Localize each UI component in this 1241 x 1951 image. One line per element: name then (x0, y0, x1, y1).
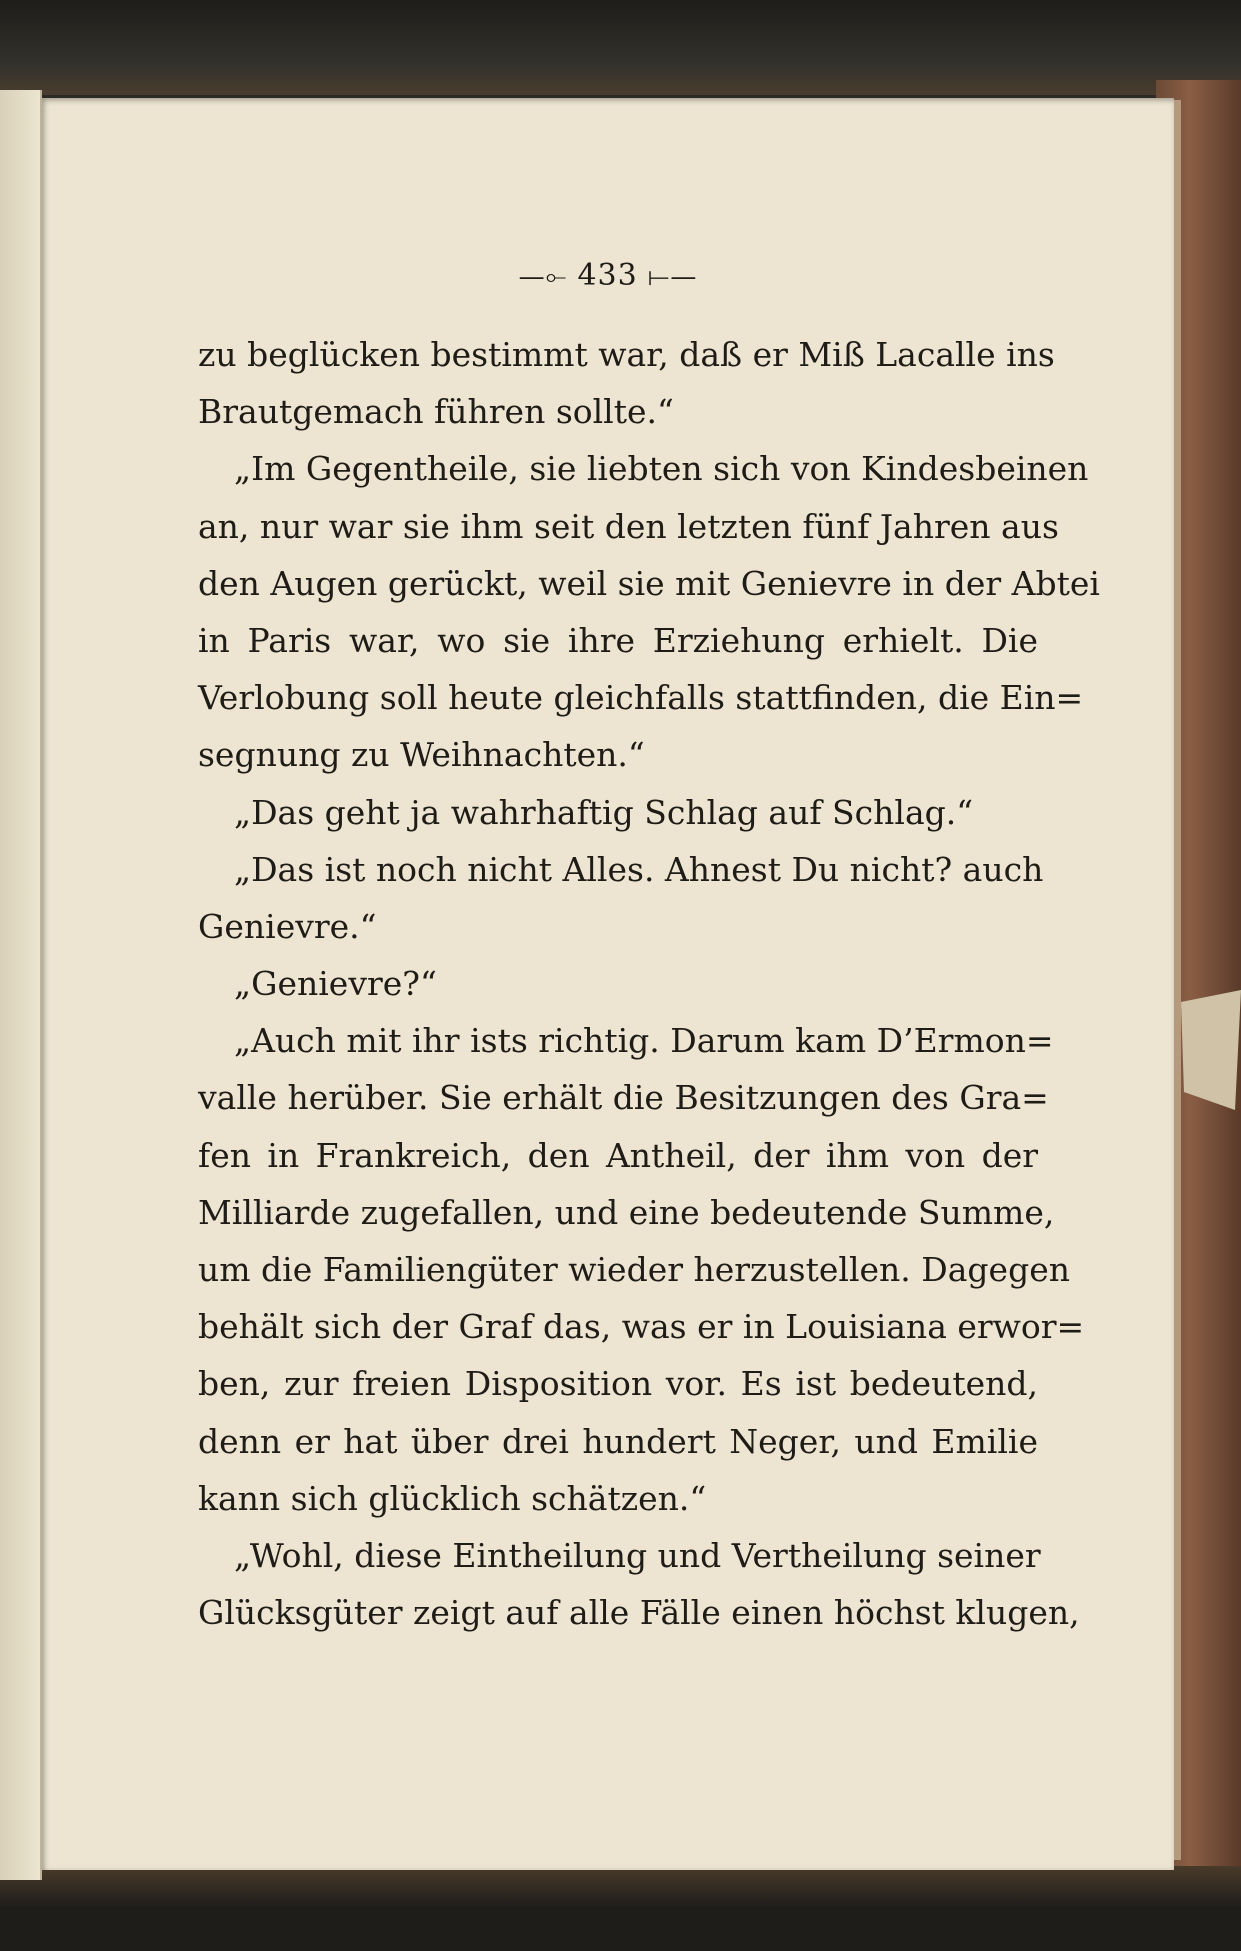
text-line: Glücksgüter zeigt auf alle Fälle einen höchst klugen, (198, 1593, 1080, 1633)
text-line: denn er hat über drei hundert Neger, und Emilie (198, 1421, 1038, 1461)
text-line: um die Familiengüter wieder herzustellen. Dagegen (198, 1250, 1070, 1289)
book-page (42, 98, 1174, 1870)
text-line: den Augen gerückt, weil sie mit Genievre in der Abtei (198, 563, 1100, 603)
text-line: Brautgemach führen sollte.“ (198, 392, 674, 432)
text-line: „Das geht ja wahrhaftig Schlag auf Schlag.“ (234, 792, 974, 832)
text-line: an, nur war sie ihm seit den letzten fünf Jahren aus (198, 506, 1059, 546)
text-line: kann sich glücklich schätzen.“ (198, 1478, 707, 1518)
text-line: „Das ist noch nicht Alles. Ahnest Du nicht? auch (234, 849, 1044, 889)
scan-background-top (0, 0, 1241, 95)
text-line: in Paris war, wo sie ihre Erziehung erhielt. Die (198, 620, 1038, 660)
text-line: „Wohl, diese Eintheilung und Vertheilung seiner (234, 1535, 1041, 1575)
text-line: valle herüber. Sie erhält die Besitzungen des Gra= (198, 1078, 1049, 1118)
torn-paper-fragment (1181, 990, 1241, 1110)
text-line: Genievre.“ (198, 906, 377, 946)
text-line: ben, zur freien Disposition vor. Es ist bedeutend, (198, 1364, 1038, 1404)
text-line: Verlobung soll heute gleichfalls stattfinden, die Ein= (198, 678, 1084, 718)
ornament-right: ⟝— (647, 262, 698, 292)
text-line: „Genievre?“ (234, 964, 437, 1004)
page-number-value: 433 (577, 258, 638, 293)
text-line: „Auch mit ihr ists richtig. Darum kam D’Ermon= (234, 1021, 1054, 1061)
previous-page-edge (0, 90, 42, 1880)
text-line: „Im Gegentheile, sie liebten sich von Kindesbeinen (234, 449, 1089, 489)
scan-background-bottom (0, 1866, 1241, 1951)
body-text (198, 326, 1100, 1641)
text-line: fen in Frankreich, den Antheil, der ihm von der (198, 1135, 1038, 1175)
text-line: behält sich der Graf das, was er in Louisiana erwor= (198, 1307, 1085, 1347)
text-line: Milliarde zugefallen, und eine bedeutende Summe, (198, 1192, 1055, 1232)
ornament-left: —⟜ (518, 262, 568, 292)
page-number (42, 258, 1174, 293)
text-line: zu beglücken bestimmt war, daß er Miß Lacalle ins (198, 335, 1055, 374)
text-line: segnung zu Weihnachten.“ (198, 735, 645, 775)
